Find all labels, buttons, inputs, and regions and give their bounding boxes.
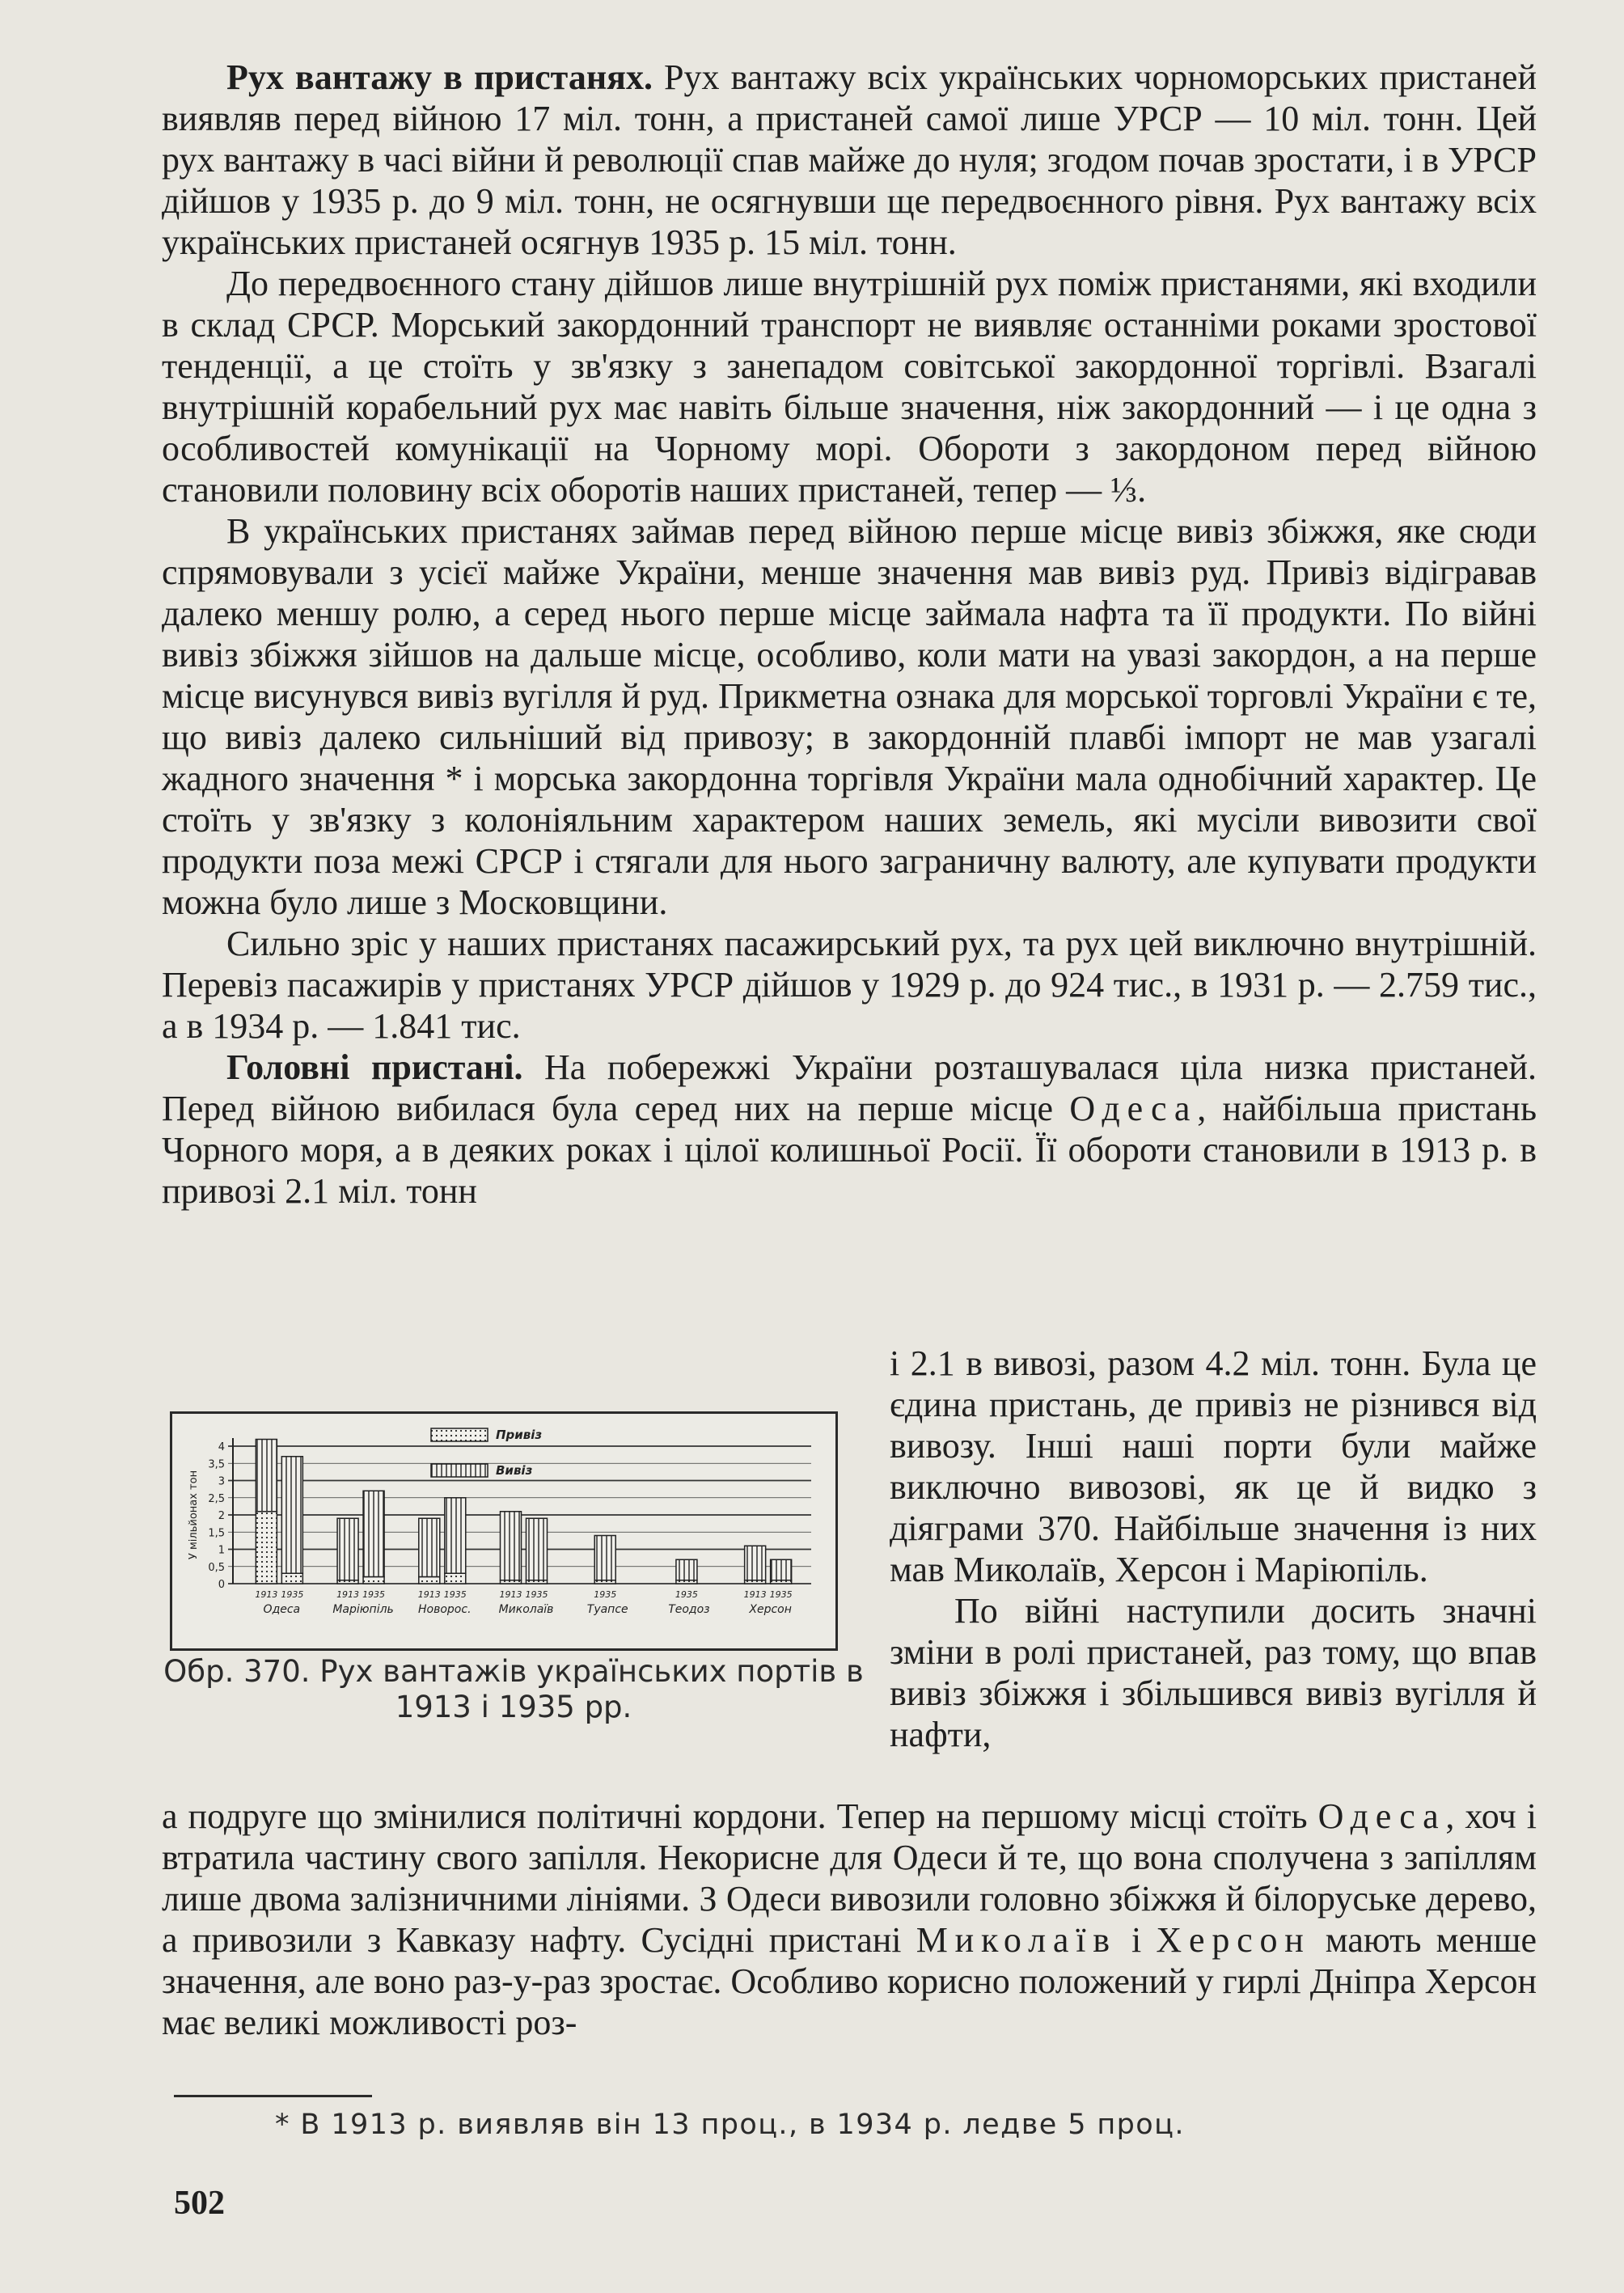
bar-year-label: 1935	[675, 1589, 698, 1600]
y-tick-label: 3	[218, 1475, 225, 1488]
y-tick-label: 1	[218, 1544, 225, 1557]
paragraph-text: Сильно зріс у наших пристанях пасажирський рух, та рух цей виключно внутрішній. Перевіз пасажирів у пристанях УРСР дійшов у 1929 р. до 924 тис., в 1931 р. — 2.759 тис., а в 1934 р. — 1.841 тис.	[162, 924, 1537, 1046]
group-label: Одеса	[263, 1603, 301, 1616]
bar-year-label: 1935	[525, 1589, 548, 1600]
bar-export	[501, 1512, 522, 1580]
bar-year-label: 1935	[443, 1589, 467, 1600]
bar-import	[363, 1577, 384, 1584]
page-number: 502	[174, 2185, 225, 2222]
y-tick-label: 0	[218, 1579, 225, 1591]
main-text-top	[162, 57, 1537, 1212]
bar-export	[419, 1518, 440, 1576]
bar-export	[363, 1491, 384, 1576]
spaced-name-mykolaiv: Миколаїв	[916, 1920, 1117, 1960]
bar-import	[419, 1577, 440, 1584]
paragraph-cargo-traffic	[162, 57, 1537, 263]
figure-caption: Обр. 370. Рух вантажів українських портів в 1913 і 1935 рр.	[163, 1654, 864, 1724]
bar-export	[527, 1518, 548, 1580]
bar-year-label: 1913	[336, 1589, 360, 1600]
group-label: Туапсе	[586, 1603, 628, 1616]
group-label: Маріюпіль	[332, 1603, 394, 1616]
paragraph-text: , найбільша пристань Чорного моря, а в деяких роках і цілої колишньої Росії. Її обороти становили в 1913 р. в привозі 2.1 міл. тонн	[162, 1089, 1537, 1211]
legend-swatch-export	[431, 1464, 488, 1477]
bar-year-label: 1913	[417, 1589, 441, 1600]
bar-year-label: 1913	[255, 1589, 278, 1600]
spaced-name-odesa: Одеса	[1069, 1089, 1198, 1128]
bar-year-label: 1935	[769, 1589, 793, 1600]
y-tick-label: 2,5	[208, 1492, 225, 1505]
bar-export	[256, 1440, 277, 1512]
bar-export	[676, 1559, 697, 1580]
paragraph-text: мають менше значення, але воно раз-у-раз зростає. Особливо корисно положений у гирлі Дніпра Херсон має великі можливості роз-	[162, 1920, 1537, 2042]
bar-year-label: 1913	[499, 1589, 522, 1600]
y-tick-label: 3,5	[208, 1458, 225, 1471]
legend-label-export: Вивіз	[496, 1463, 533, 1478]
bar-export	[771, 1559, 792, 1580]
paragraph-post-war	[162, 1796, 1537, 2043]
paragraph-passengers	[162, 923, 1537, 1047]
section-heading-cargo: Рух вантажу в пристанях.	[226, 57, 653, 97]
bar-export	[594, 1536, 615, 1580]
y-axis-label: У мільйонах тон	[188, 1470, 200, 1560]
group-label: Теодоз	[668, 1603, 710, 1616]
paragraph-exports	[162, 510, 1537, 923]
y-tick-label: 1,5	[208, 1527, 225, 1540]
bar-year-label: 1913	[743, 1589, 767, 1600]
bar-import	[445, 1573, 466, 1584]
paragraph-text: а подруге що змінилися політичні кордони. Тепер на першому місці стоїть	[162, 1796, 1318, 1836]
paragraph-text: і	[1116, 1920, 1157, 1960]
legend-swatch-import	[431, 1428, 488, 1441]
side-paragraph-2: По війні наступили досить значні зміни в ролі пристаней, раз тому, що впав вивіз збіжжя і збільшився вивіз вугілля й нафти,	[890, 1591, 1537, 1754]
footnote-rule	[174, 2095, 372, 2097]
group-label: Миколаїв	[498, 1603, 554, 1616]
bar-year-label: 1935	[281, 1589, 304, 1600]
bar-import	[281, 1573, 302, 1584]
bar-import	[256, 1512, 277, 1584]
paragraph-text: В українських пристанях займав перед війною перше місце вивіз збіжжя, яке сюди спрямовували з усієї майже України, менше значення мав вивіз руд. Привіз відігравав далеко меншу ролю, а серед нього перше місце займала нафта та її продукти. По війні вивіз збіжжя зійшов на дальше місце, особливо, коли мати на увазі закордон, а на перше місце висунувся вивіз вугілля й руд. Прикметна ознака для морської торговлі України є те, що вивіз далеко сильніший від привозу; в закордонній плавбі імпорт не мав узагалі жадного значення * і морська закордонна торгівля України мала однобічний характер. Це стоїть у зв'язку з колоніяльним характером наших земель, які мусіли вивозити свої продукти поза межі СРСР і стягали для нього заграничну валюту, але купувати продукти можна було лише з Московщини.	[162, 511, 1537, 922]
y-tick-label: 0,5	[208, 1561, 225, 1574]
paragraph-text: До передвоєнного стану дійшов лише внутрішній рух поміж пристанями, які входили в склад СРСР. Морський закордонний транспорт не виявляє останніми роками зростової тенденції, а це стоїть у зв'язку з занепадом совітської закордонної торгівлі. Взагалі внутрішній корабельний рух має навіть більше значення, ніж закордонний — і це одна з особливостей комунікації на Чорному морі. Обороти з закордоном перед війною становили половину всіх оборотів наших пристаней, тепер — ⅓.	[162, 264, 1537, 510]
bar-year-label: 1935	[594, 1589, 617, 1600]
figure-370-chart	[170, 1411, 838, 1651]
spaced-name-kherson: Херсон	[1156, 1920, 1311, 1960]
side-paragraph-1: і 2.1 в вивозі, разом 4.2 міл. тонн. Була це єдина пристань, де привіз не різнився від вивозу. Інші наші порти були майже виключно вивозові, як це й видко з діяграми 370. Найбільше значення із них мав Миколаїв, Херсон і Маріюпіль.	[890, 1343, 1537, 1589]
paragraph-text: На побережжі України розташувалася ціла низка пристаней. Перед війною вибилася була серед них на перше місце	[162, 1047, 1537, 1128]
y-tick-label: 2	[218, 1510, 225, 1522]
paragraph-internal-traffic	[162, 263, 1537, 510]
section-heading-ports: Головні пристані.	[226, 1047, 523, 1087]
bar-year-label: 1935	[362, 1589, 386, 1600]
bar-export	[337, 1518, 358, 1580]
footnote: * В 1913 р. виявляв він 13 проц., в 1934 р. ледве 5 проц.	[275, 2109, 1185, 2141]
paragraph-text: , хоч і втратила частину свого запілля. Некорисне для Одеси й те, що вона сполучена з запіллям лише двома залізничними лініями. З Одеси вивозили головно збіжжя й білоруське дерево, а привозили з Кавказу нафту. Сусідні пристані	[162, 1796, 1537, 1960]
legend-label-import: Привіз	[496, 1428, 543, 1442]
main-text-bottom	[162, 1796, 1537, 2043]
spaced-name-odesa: Одеса	[1317, 1796, 1446, 1836]
bar-export	[445, 1498, 466, 1574]
side-text	[890, 1343, 1537, 1755]
group-label: Новорос.	[418, 1603, 472, 1616]
paragraph-main-ports	[162, 1047, 1537, 1212]
bar-chart	[172, 1414, 835, 1648]
bar-export	[281, 1457, 302, 1574]
y-tick-label: 4	[218, 1441, 225, 1453]
group-label: Херсон	[749, 1603, 792, 1616]
paragraph-text: Рух вантажу всіх українських чорноморських пристаней виявляв перед війною 17 міл. тонн, а пристаней самої лише УРСР — 10 міл. тонн. Цей рух вантажу в часі війни й революції спав майже до нуля; згодом почав зростати, і в УРСР дійшов у 1935 р. до 9 міл. тонн, не осягнувши ще передвоєнного рівня. Рух вантажу всіх українських пристаней осягнув 1935 р. 15 міл. тонн.	[162, 57, 1537, 262]
bar-export	[745, 1546, 766, 1580]
